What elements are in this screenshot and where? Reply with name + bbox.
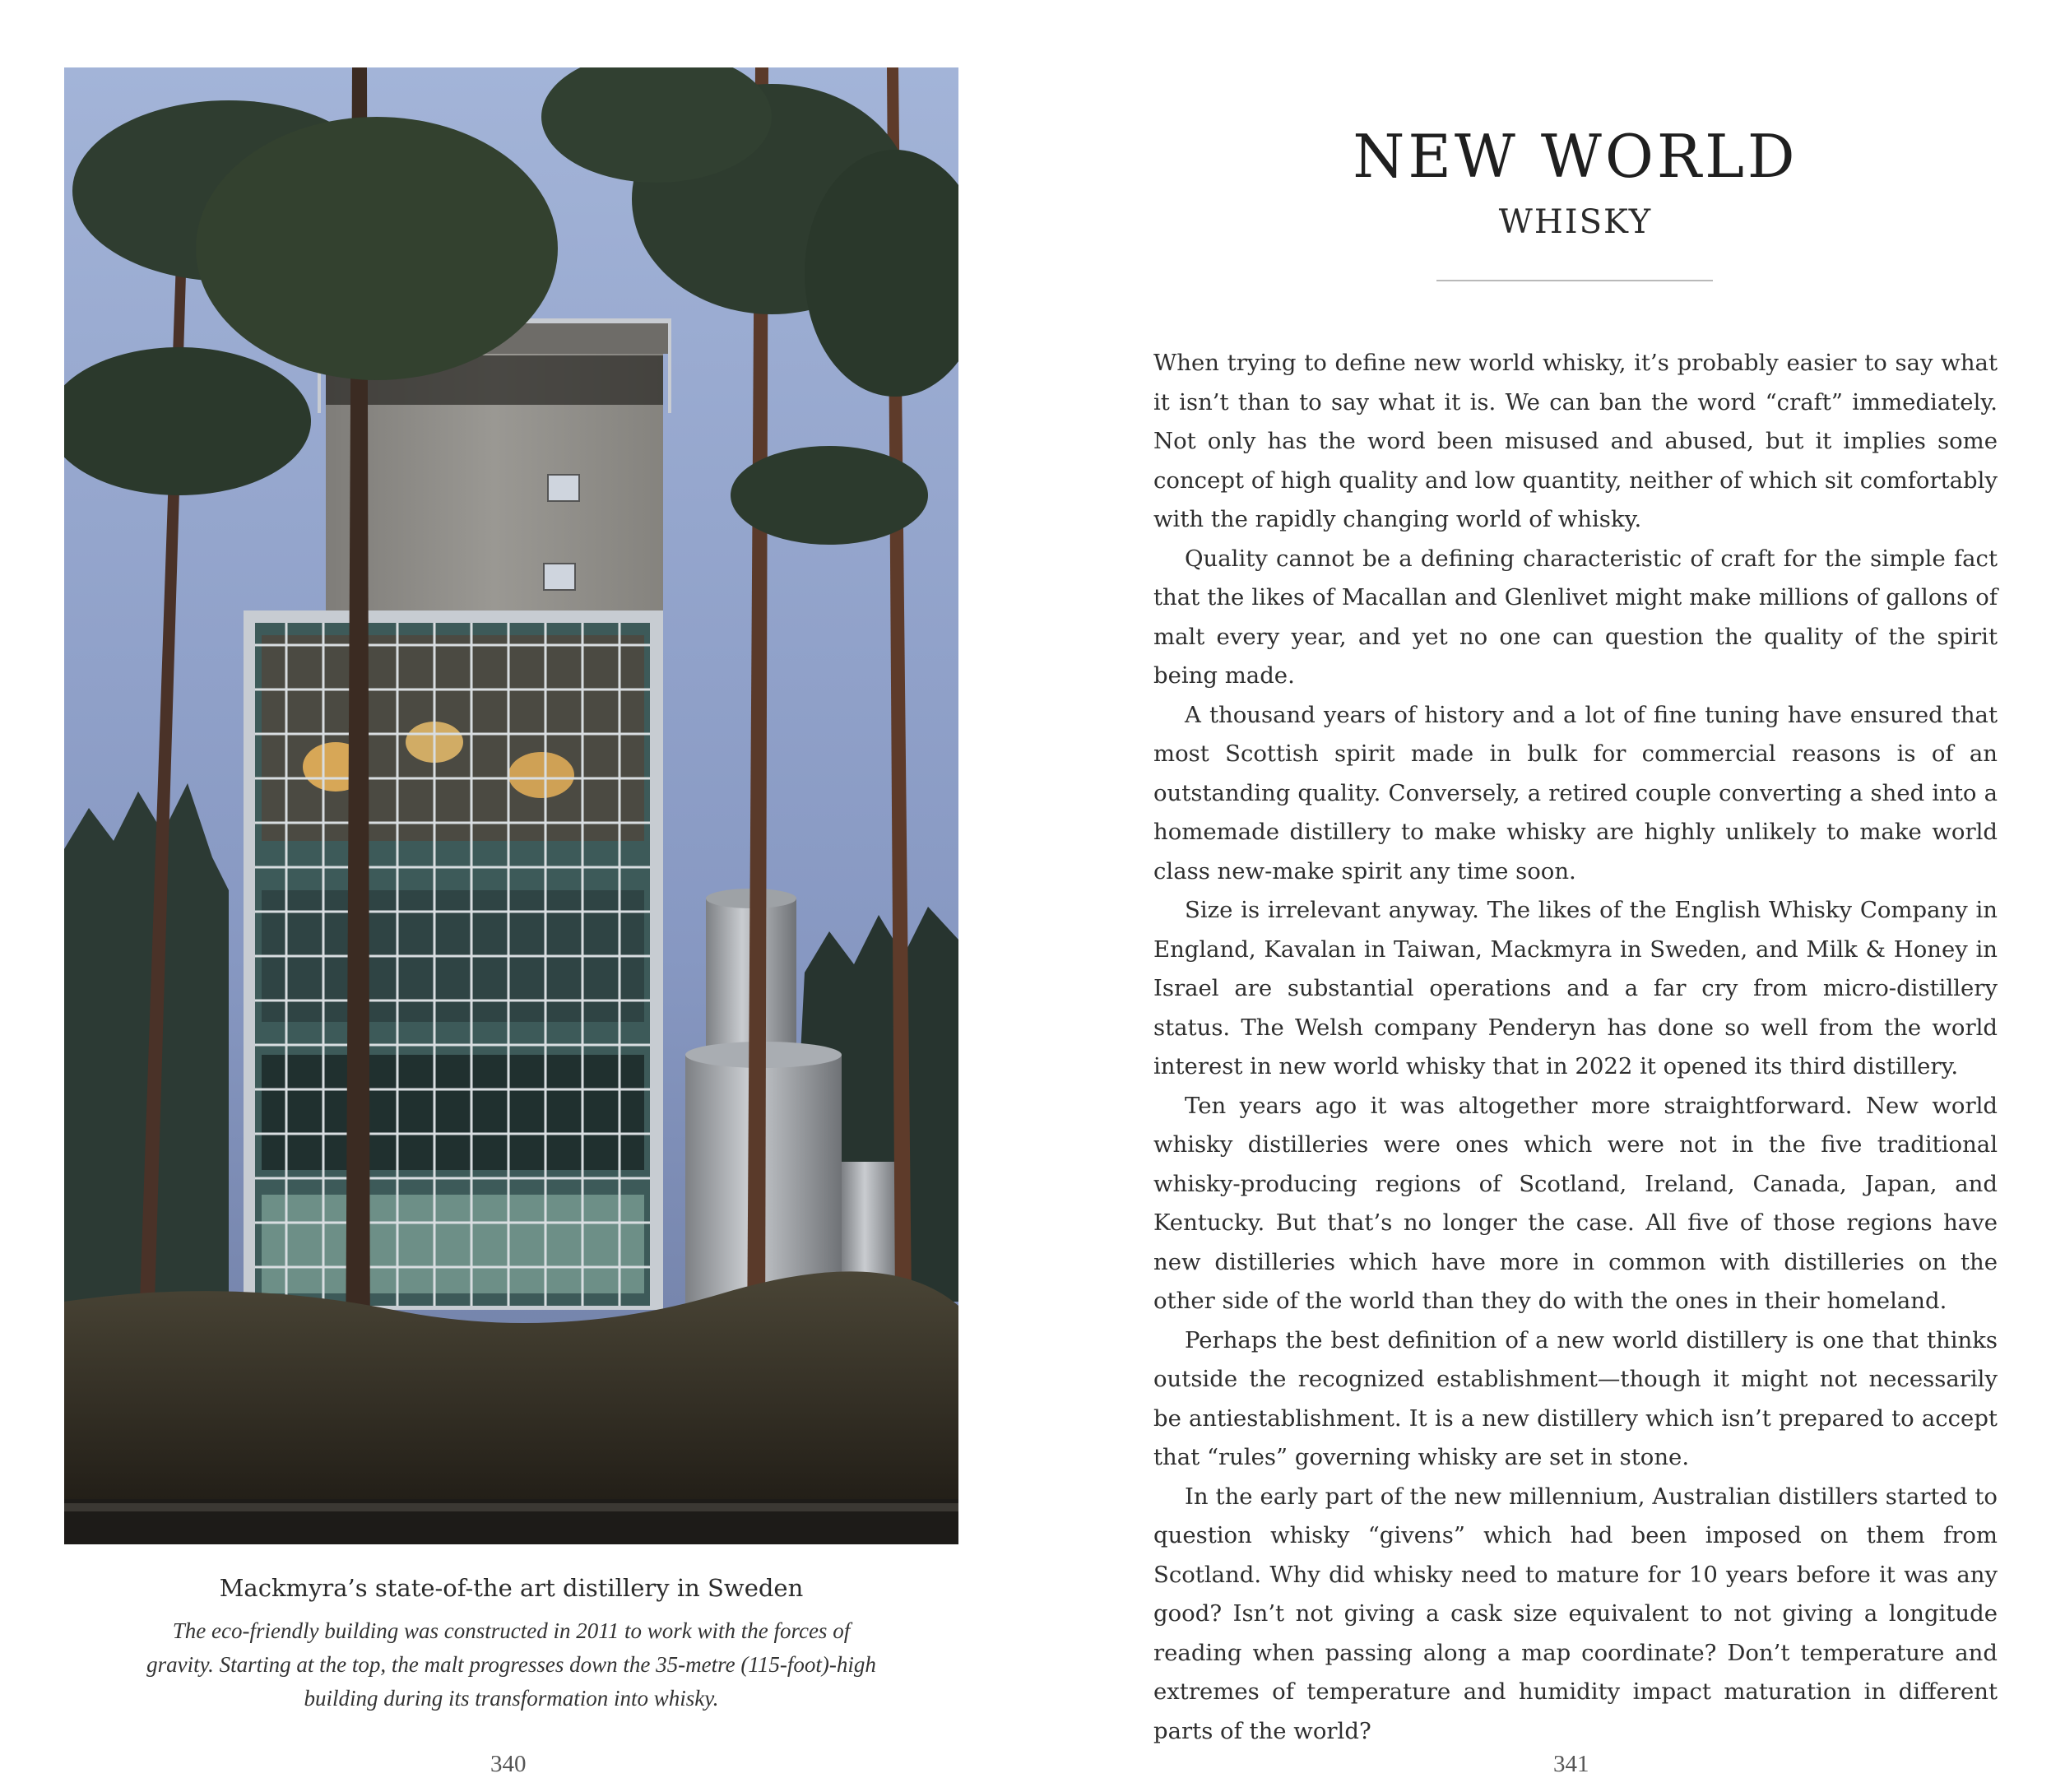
page-number-left: 340 <box>490 1751 527 1777</box>
paragraph: In the early part of the new millennium, Australian distillers started to question whisky “givens” which had been imposed on them from Scotland. Why did whisky need to mature for 10 years before it was any good? Isn’t not giving a cask size equivalent to not giving a longitude reading when passing along a map coordinate? Don’t temperature and extremes of temperature and humidity impact maturation in different parts of the world? <box>1153 1483 1998 1744</box>
paragraph: Quality cannot be a defining characteristic of craft for the simple fact that the likes of Macallan and Glenlivet might make millions of gallons of malt every year, and yet no one can question the quality of the spirit being made. <box>1153 545 1998 689</box>
body-text <box>1153 344 1998 1751</box>
caption-body: The eco-friendly building was constructed in 2011 to work with the forces of gravity. Starting at the top, the malt progresses down the 35-metre (115-foot)-high building during its transformation into whisky. <box>146 1618 876 1711</box>
heading-divider <box>1436 280 1713 281</box>
page-number-right: 341 <box>1553 1751 1589 1777</box>
heading-main: NEW WORLD <box>1353 122 1798 191</box>
paragraph: A thousand years of history and a lot of fine tuning have ensured that most Scottish spirit made in bulk for commercial reasons is of an outstanding quality. Conversely, a retired couple converting a shed into a homemade distillery to make whisky are highly unlikely to make world class new-make spirit any time soon. <box>1153 701 1998 884</box>
paragraph: When trying to define new world whisky, it’s probably easier to say what it isn’t than to say what it is. We can ban the word “craft” immediately. Not only has the word been misused and abused, but it implies some concept of high quality and low quantity, neither of which sit comfortably with the rapidly changing world of whisky. <box>1153 350 1998 532</box>
distillery-illustration <box>64 67 958 1544</box>
paragraph: Ten years ago it was altogether more straightforward. New world whisky distilleries were ones which were not in the five traditional whisky-producing regions of Scotland, Ireland, Canada, Japan, and Kentucky. But that’s no longer the case. All five of those regions have new distilleries which have more in common with distilleries on the other side of the world than they do with the ones in their homeland. <box>1153 1092 1998 1314</box>
photo-caption <box>146 1571 876 1715</box>
heading-sub: WHISKY <box>1498 203 1653 241</box>
distillery-photo <box>64 67 958 1544</box>
paragraph: Size is irrelevant anyway. The likes of the English Whisky Company in England, Kavalan in Taiwan, Mackmyra in Sweden, and Milk & Honey in Israel are substantial operations and a far cry from micro-distillery status. The Welsh company Penderyn has done so well from the world interest in new world whisky that in 2022 it opened its third distillery. <box>1153 897 1998 1079</box>
paragraph: Perhaps the best definition of a new world distillery is one that thinks outside the recognized establishment—though it might not necessarily be antiestablishment. It is a new distillery which isn’t prepared to accept that “rules” governing whisky are set in stone. <box>1153 1326 1998 1470</box>
caption-title: Mackmyra’s state-of-the art distillery in Sweden <box>219 1574 804 1602</box>
chapter-heading <box>1152 119 1999 243</box>
